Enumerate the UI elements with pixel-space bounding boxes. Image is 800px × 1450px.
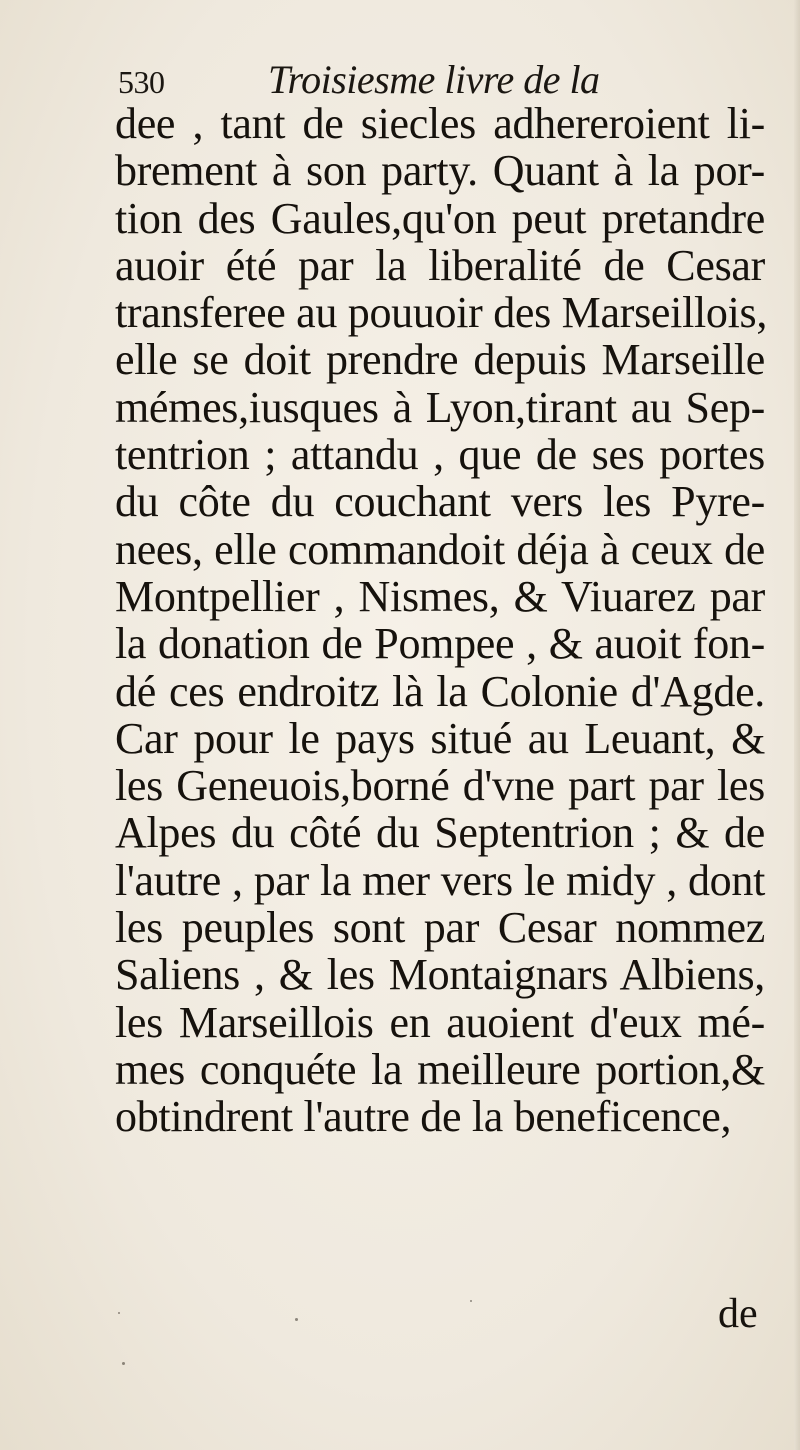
text-line: elle se doit prendre depuis Marseille [115, 335, 765, 385]
text-line: auoir été par la liberalité de Cesar [115, 240, 765, 290]
text-line: Montpellier , Nismes, & Viuarez par [115, 571, 765, 621]
text-line: l'autre , par la mer vers le midy , dont [115, 855, 765, 905]
running-head: Troisiesme livre de la [268, 57, 600, 102]
ink-speck [295, 1318, 298, 1321]
ink-speck [122, 1362, 125, 1365]
text-line: Alpes du côté du Septentrion ; & de [115, 808, 765, 858]
text-line: dé ces endroitz là la Colonie d'Agde. [115, 666, 765, 716]
text-line: nees, elle commandoit déja à ceux de [115, 524, 765, 574]
page-edge-shadow [794, 0, 800, 1450]
text-line: tion des Gaules,qu'on peut pretandre [115, 193, 765, 243]
text-line: la donation de Pompee , & auoit fon- [115, 619, 765, 669]
text-line: Car pour le pays situé au Leuant, & [115, 713, 765, 763]
ink-speck [470, 1300, 472, 1302]
ink-speck [118, 1312, 120, 1314]
text-line: les peuples sont par Cesar nommez [115, 903, 765, 953]
text-line: dee , tant de siecles adhereroient li- [115, 99, 765, 148]
text-line: tentrion ; attandu , que de ses portes [115, 430, 765, 480]
page-number: 530 [118, 64, 165, 100]
page-header [118, 50, 758, 100]
text-line: les Geneuois,borné d'vne part par les [115, 761, 765, 811]
text-line: mes conquéte la meilleure portion,& [115, 1044, 765, 1094]
body-text [115, 99, 768, 1142]
catchword: de [718, 1291, 758, 1337]
text-line: obtindrent l'autre de la beneficence, [115, 1092, 732, 1142]
text-line: Saliens , & les Montaignars Albiens, [115, 950, 765, 1000]
text-line: mémes,iusques à Lyon,tirant au Sep- [115, 382, 765, 432]
text-line: les Marseillois en auoient d'eux mé- [115, 997, 765, 1047]
text-line: brement à son party. Quant à la por- [115, 146, 765, 196]
text-line: transferee au pouuoir des Marseillois, [115, 288, 768, 338]
text-line: du côte du couchant vers les Pyre- [115, 477, 765, 527]
